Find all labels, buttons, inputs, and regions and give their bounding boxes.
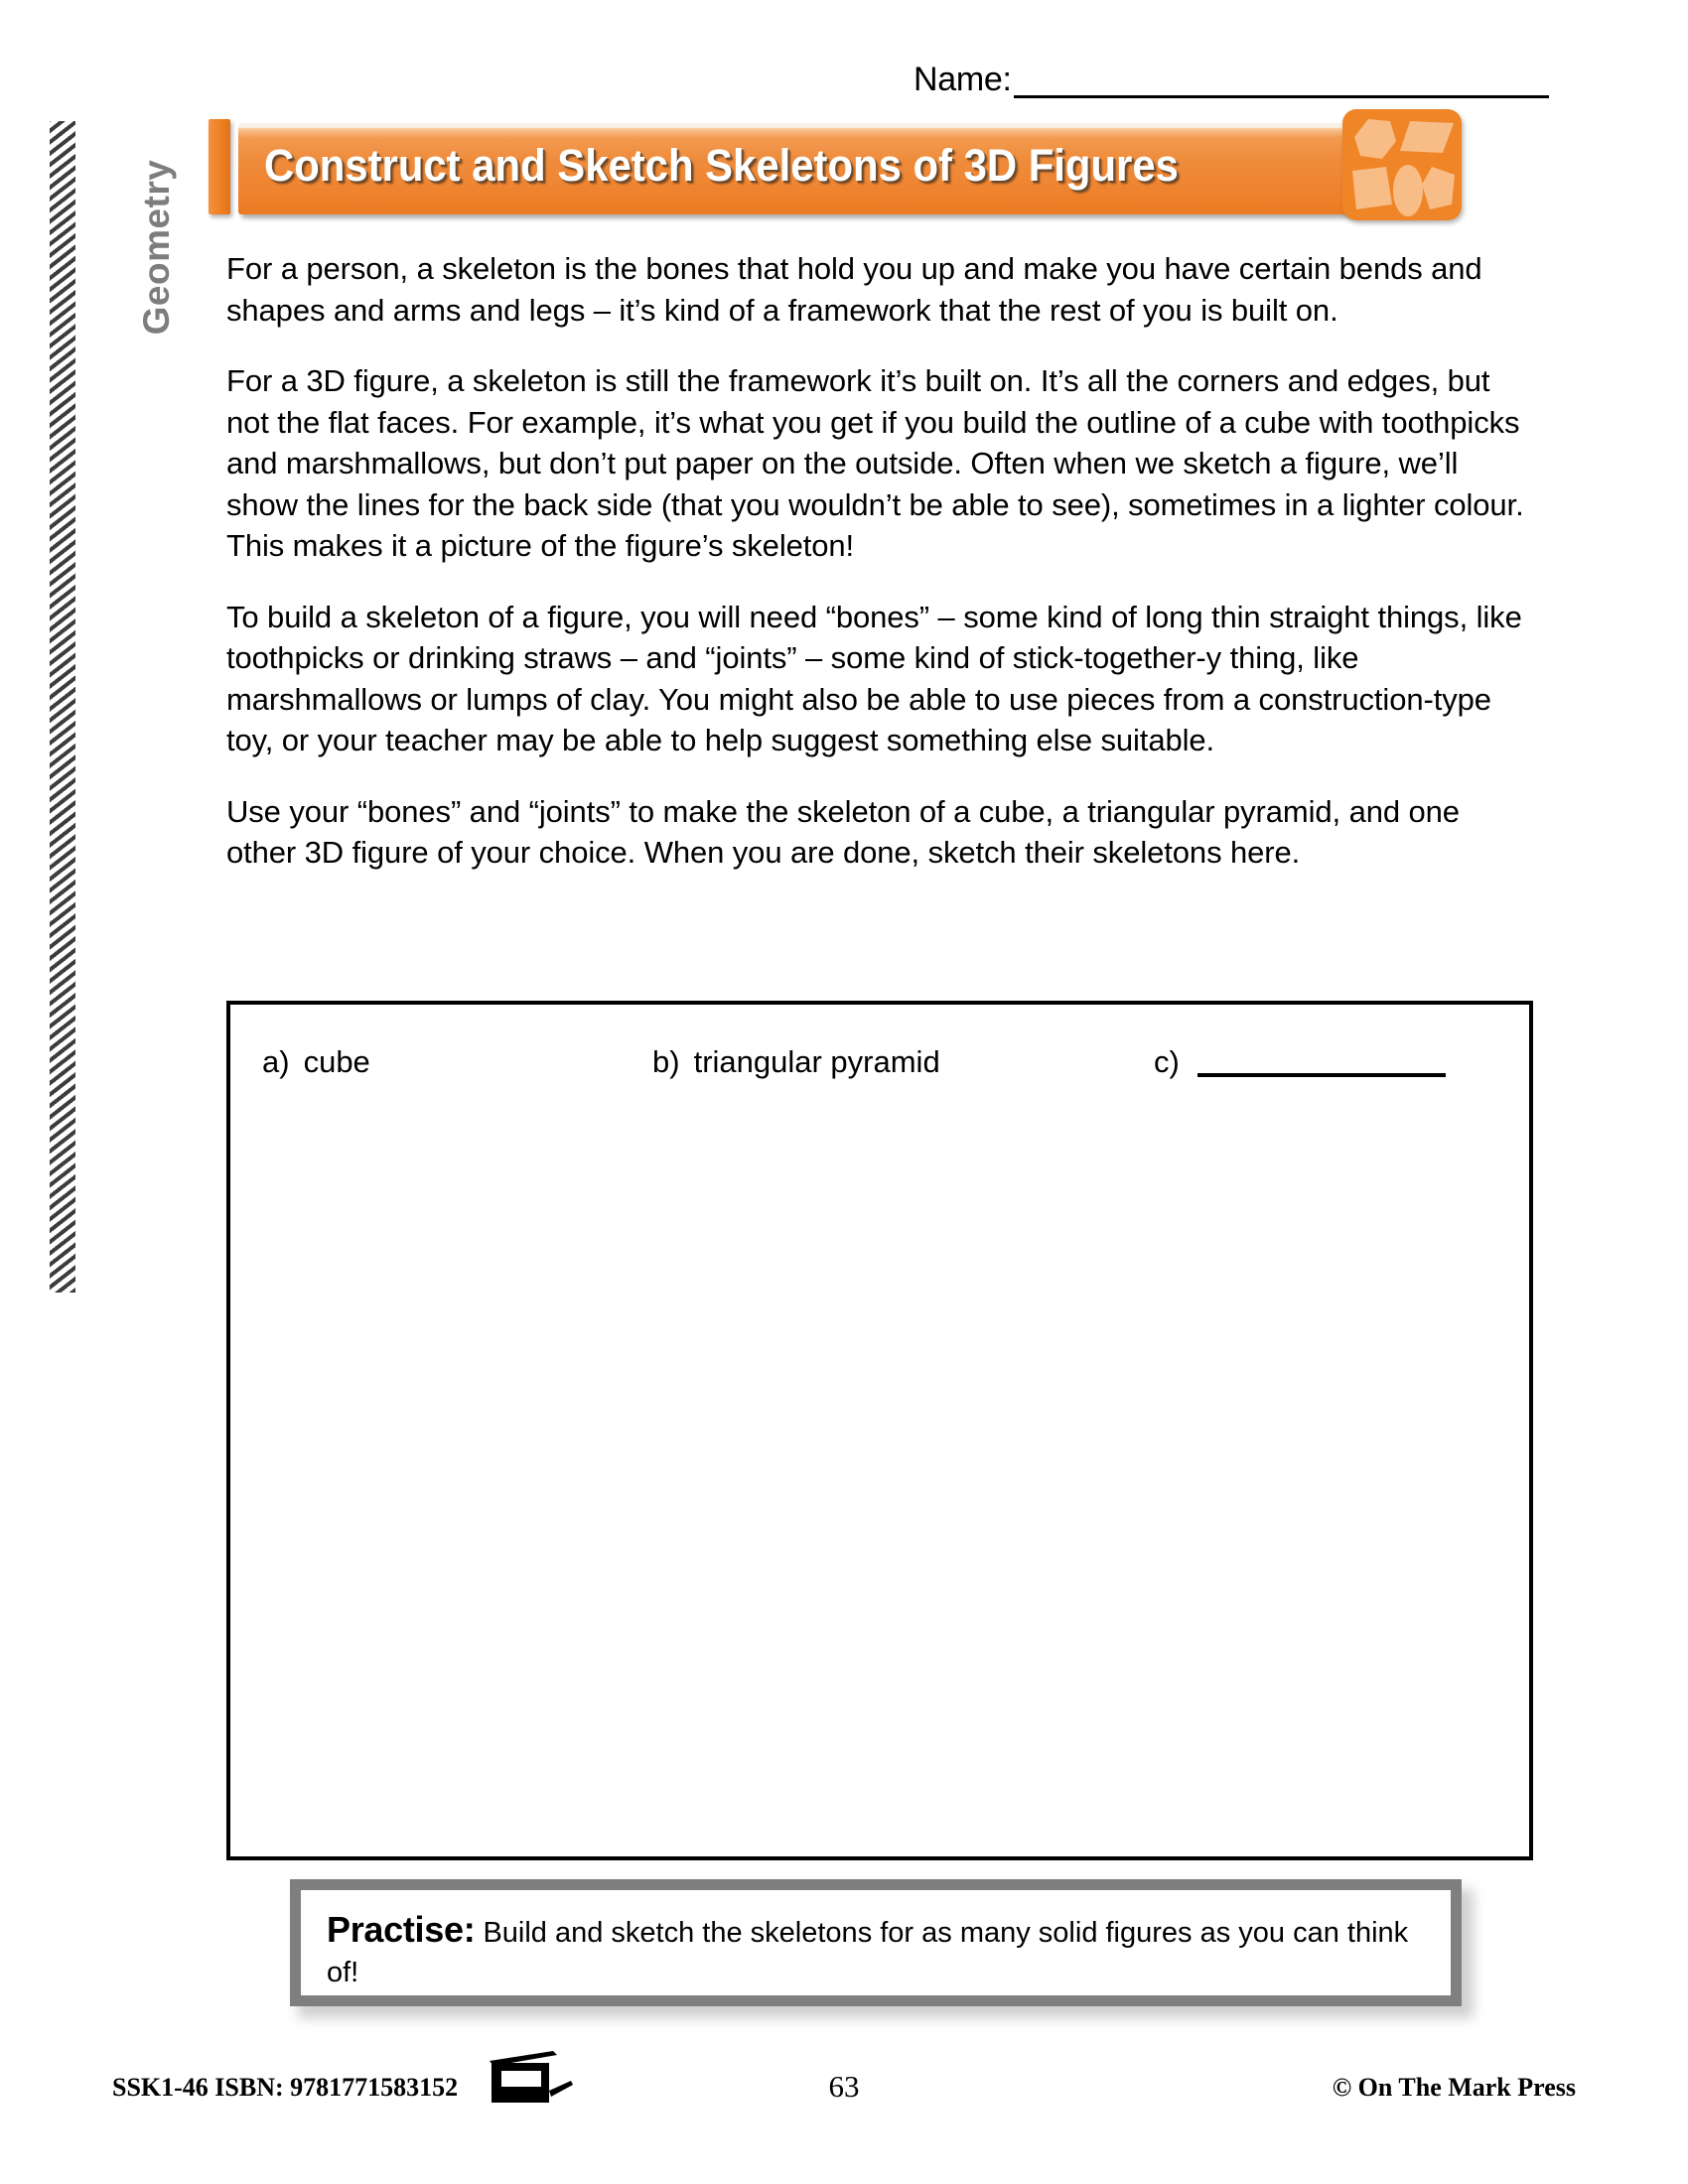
paragraph-4: Use your “bones” and “joints” to make the skeleton of a cube, a triangular pyramid, and one other 3D figure of your choice. When you are done, sketch their skeletons here. (226, 793, 1460, 871)
geometry-shapes-icon (1342, 109, 1462, 220)
answer-letter-a: a) (262, 1044, 290, 1079)
name-label: Name: (914, 61, 1012, 98)
footer-copyright: © On The Mark Press (1332, 2073, 1576, 2102)
answer-label-b: triangular pyramid (693, 1044, 940, 1079)
answer-item-a (262, 1046, 370, 1077)
publisher-logo (484, 2045, 577, 2116)
title-banner (209, 117, 1440, 214)
practise-content (301, 1890, 1451, 1995)
instructional-text (226, 248, 1537, 903)
banner-left-accent-bar (209, 119, 230, 214)
subject-tab-label: Geometry (136, 159, 177, 336)
hatched-stripe-decoration (50, 121, 75, 1293)
paragraph-1: For a person, a skeleton is the bones that hold you up and make you have certain bends and shapes and arms and legs – it’s kind of a framework that the rest of you is built on. (226, 251, 1482, 328)
answer-label-a: cube (303, 1044, 370, 1079)
page-title: Construct and Sketch Skeletons of 3D Figures (264, 140, 1179, 191)
name-input-line[interactable] (1014, 62, 1549, 98)
answer-blank-line-c[interactable] (1197, 1047, 1446, 1077)
answer-labels-row (230, 1046, 1529, 1094)
practise-label: Practise: (327, 1909, 476, 1950)
paragraph-3: To build a skeleton of a figure, you will need “bones” – some kind of long thin straight things, like toothpicks or drinking straws – and “joints” – some kind of stick-together-y thing, like marshmallows or lumps of clay. You might also be able to use pieces from a construction-type toy, or your teacher may be able to help suggest something else suitable. (226, 599, 1522, 758)
practise-text: Build and sketch the skeletons for as many solid figures as you can think of! (327, 1917, 1409, 1988)
answer-letter-b: b) (652, 1044, 680, 1079)
page-footer (0, 2067, 1688, 2126)
answer-item-b (652, 1046, 940, 1077)
page-number: 63 (828, 2069, 860, 2104)
sketch-answer-box[interactable] (226, 1001, 1533, 1860)
name-field-row (914, 62, 1549, 98)
practise-box (290, 1879, 1462, 2006)
paragraph-2: For a 3D figure, a skeleton is still the framework it’s built on. It’s all the corners and edges, but not the flat faces. For example, it’s what you get if you build the outline of a cube with toothpicks and marshmallows, but don’t put paper on the outside. Often when we sketch a figure, we’ll show the lines for the back side (that you wouldn’t be able to see), sometimes in a lighter colour. This makes it a picture of the figure’s skeleton! (226, 363, 1524, 564)
footer-product-code: SSK1-46 ISBN: 9781771583152 (112, 2073, 459, 2102)
answer-letter-c: c) (1154, 1044, 1180, 1079)
answer-item-c (1154, 1046, 1446, 1077)
banner-body (238, 123, 1440, 214)
subject-tab (119, 119, 179, 437)
